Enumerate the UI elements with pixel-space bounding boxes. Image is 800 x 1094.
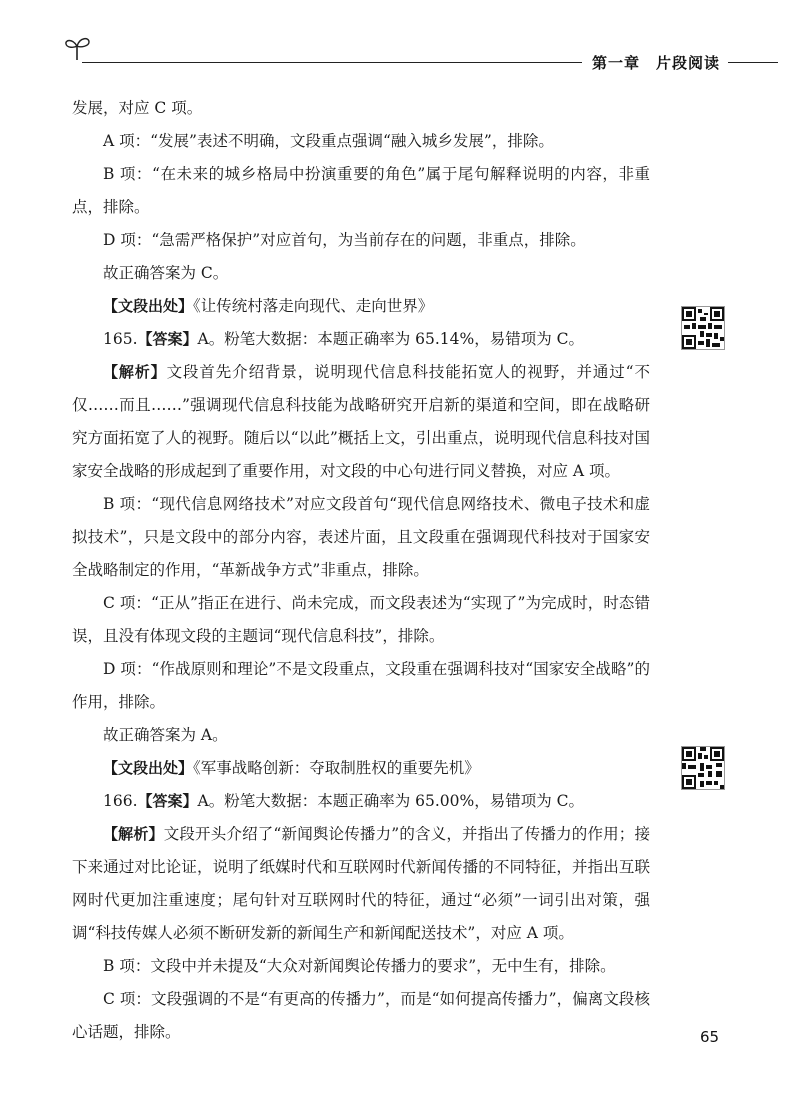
answer-text: A。粉笔大数据：本题正确率为 65.00%，易错项为 C。 xyxy=(197,792,585,810)
question-number: 166. xyxy=(103,792,138,810)
analysis-text: 文段开头介绍了“新闻舆论传播力”的含义，并指出了传播力的作用；接下来通过对比论证，说明了纸媒时代和互联网时代新闻传播的不同特征，并指出互联网时代更加注重速度；尾句针对互联网时代的特征，通过“必须”一词引出对策，强调“科技传媒人必须不断研发新的新闻生产和新闻配送技术”，对应 A 项。 xyxy=(72,825,650,942)
analysis-text: 文段首先介绍背景，说明现代信息科技能拓宽人的视野，并通过“不仅……而且……”强调现代信息科技能为战略研究开启新的渠道和空间，即在战略研究方面拓宽了人的视野。随后以“以此”概括上文，引出重点，说明现代信息科技对国家安全战略的形成起到了重要作用，对文段的中心句进行同义替换，对应 A 项。 xyxy=(72,363,650,480)
q165-option-b: B 项：“现代信息网络技术”对应文段首句“现代信息网络技术、微电子技术和虚拟技术”，只是文段中的部分内容，表述片面，且文段重在强调现代科技对于国家安全战略制定的作用，“革新战争方式”非重点，排除。 xyxy=(72,495,650,579)
qr-code-icon[interactable] xyxy=(681,306,725,350)
analysis-tag: 【解析】 xyxy=(103,363,167,381)
paragraph: A 项：“发展”表述不明确，文段重点强调“融入城乡发展”，排除。 xyxy=(103,132,554,150)
page-number: 65 xyxy=(700,1028,720,1046)
q165-answer xyxy=(72,323,650,356)
q165-option-d: D 项：“作战原则和理论”不是文段重点，文段重在强调科技对“国家安全战略”的作用，排除。 xyxy=(72,660,650,711)
q165-source xyxy=(72,290,650,323)
q166-answer xyxy=(72,785,650,818)
source-tag: 【文段出处】 xyxy=(103,297,194,315)
chapter-title: 第一章 片段阅读 xyxy=(592,54,721,72)
header-rule-right xyxy=(728,62,778,63)
q166-analysis xyxy=(72,818,650,950)
paragraph: B 项：“在未来的城乡格局中扮演重要的角色”属于尾句解释说明的内容，非重点，排除。 xyxy=(72,165,650,216)
sprout-icon xyxy=(62,32,92,62)
qr-code-icon[interactable] xyxy=(681,746,725,790)
header-rule-left xyxy=(82,62,582,63)
source-tag: 【文段出处】 xyxy=(103,759,194,777)
answer-tag: 【答案】 xyxy=(137,792,198,810)
page-header xyxy=(0,0,800,80)
q166-source xyxy=(72,752,650,785)
answer-tag: 【答案】 xyxy=(137,330,198,348)
paragraph: 故正确答案为 C。 xyxy=(103,264,229,282)
question-number: 165. xyxy=(103,330,138,348)
paragraph: 发展，对应 C 项。 xyxy=(72,99,203,117)
answer-text: A。粉笔大数据：本题正确率为 65.14%，易错项为 C。 xyxy=(197,330,585,348)
q166-option-b: B 项：文段中并未提及“大众对新闻舆论传播力的要求”，无中生有，排除。 xyxy=(103,957,616,975)
q165-analysis xyxy=(72,356,650,488)
q165-option-c: C 项：“正从”指正在进行、尚未完成，而文段表述为“实现了”为完成时，时态错误，且没有体现文段的主题词“现代信息科技”，排除。 xyxy=(72,594,650,645)
q165-conclusion: 故正确答案为 A。 xyxy=(103,726,228,744)
source-title: 《军事战略创新：夺取制胜权的重要先机》 xyxy=(193,759,480,777)
page-content xyxy=(72,92,650,1049)
analysis-tag: 【解析】 xyxy=(103,825,164,843)
q166-option-c: C 项：文段强调的不是“有更高的传播力”，而是“如何提高传播力”，偏离文段核心话题，排除。 xyxy=(72,990,650,1041)
source-title: 《让传统村落走向现代、走向世界》 xyxy=(193,297,434,315)
paragraph: D 项：“急需严格保护”对应首句，为当前存在的问题，非重点，排除。 xyxy=(103,231,586,249)
